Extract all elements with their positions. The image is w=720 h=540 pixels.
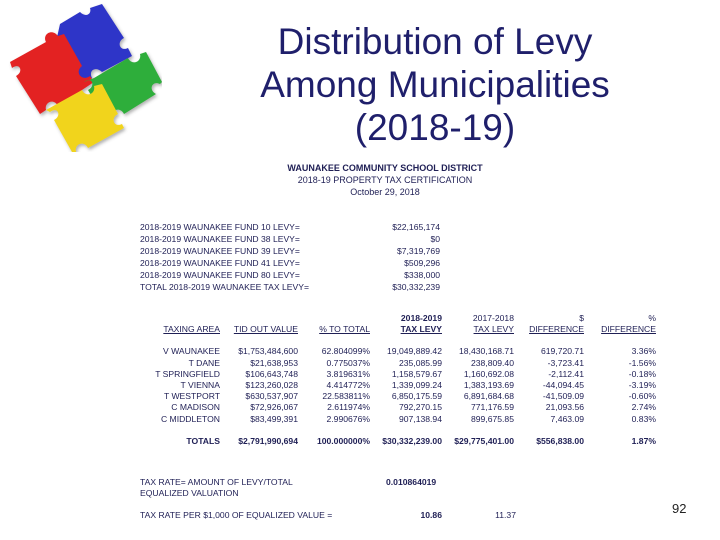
table-header-row bbox=[140, 324, 656, 335]
table-cell: 3.819631% bbox=[326, 368, 370, 379]
table-cell: 4.414772% bbox=[326, 380, 370, 391]
table-cell: 6,891,684.68 bbox=[463, 391, 514, 402]
column-top-header bbox=[220, 313, 298, 324]
table-cell: $29,775,401.00 bbox=[454, 435, 514, 446]
table-cell: 238,809.40 bbox=[470, 357, 514, 368]
table-totals-row bbox=[140, 436, 656, 447]
table-row bbox=[140, 369, 656, 380]
table-cell: 2.74% bbox=[631, 402, 656, 413]
per-thousand-2017-value: 11.37 bbox=[495, 510, 516, 520]
table-cell: 21,093.56 bbox=[545, 402, 584, 413]
column-header: DIFFERENCE bbox=[529, 324, 584, 335]
table-cell: $106,643,748 bbox=[245, 368, 298, 379]
table-cell: $72,926,067 bbox=[250, 402, 298, 413]
levy-label: 2018-2019 WAUNAKEE FUND 80 LEVY= bbox=[140, 270, 300, 280]
table-cell: -41,509.09 bbox=[542, 391, 584, 402]
table-top-header-row bbox=[140, 313, 656, 324]
levy-label: 2018-2019 WAUNAKEE FUND 10 LEVY= bbox=[140, 222, 300, 232]
levy-value: $0 bbox=[430, 234, 440, 244]
levy-value: $22,165,174 bbox=[392, 222, 440, 232]
table-spacer bbox=[140, 335, 656, 346]
column-top-header bbox=[298, 313, 370, 324]
document-header bbox=[280, 162, 490, 198]
table-cell: V WAUNAKEE bbox=[163, 346, 220, 357]
table-cell: 2.990676% bbox=[326, 413, 370, 424]
table-cell: 1,158,579.67 bbox=[391, 368, 442, 379]
table-cell: $556,838.00 bbox=[536, 435, 584, 446]
table-cell: $83,499,391 bbox=[250, 413, 298, 424]
table-spacer bbox=[140, 425, 656, 436]
table-cell: TOTALS bbox=[186, 435, 220, 446]
table-cell: -0.18% bbox=[628, 368, 656, 379]
table-cell: $21,638,953 bbox=[250, 357, 298, 368]
column-header: DIFFERENCE bbox=[601, 324, 656, 335]
district-name: WAUNAKEE COMMUNITY SCHOOL DISTRICT bbox=[287, 163, 483, 173]
table-cell: 235,085.99 bbox=[398, 357, 442, 368]
column-header: TAX LEVY bbox=[473, 324, 514, 335]
table-cell: T SPRINGFIELD bbox=[155, 368, 220, 379]
table-row bbox=[140, 391, 656, 402]
table-cell: -1.56% bbox=[628, 357, 656, 368]
certification-title: 2018-19 PROPERTY TAX CERTIFICATION bbox=[297, 175, 473, 185]
column-header: TAX LEVY bbox=[400, 324, 442, 335]
slide-title-line-1: Distribution of Levy bbox=[277, 21, 593, 62]
slide-title-line-2: Among Municipalities bbox=[260, 64, 610, 105]
table-cell: C MADISON bbox=[171, 402, 220, 413]
table-cell: $123,260,028 bbox=[245, 380, 298, 391]
levy-label: 2018-2019 WAUNAKEE FUND 39 LEVY= bbox=[140, 246, 300, 256]
table-cell: $2,791,990,694 bbox=[238, 435, 298, 446]
table-cell: T WESTPORT bbox=[163, 391, 220, 402]
table-cell: 18,430,168.71 bbox=[459, 346, 514, 357]
levy-value: $7,319,769 bbox=[396, 246, 440, 256]
table-cell: 3.36% bbox=[631, 346, 656, 357]
table-cell: 22.583811% bbox=[322, 391, 370, 402]
column-top-header: 2017-2018 bbox=[472, 313, 514, 323]
levy-value: $509,296 bbox=[404, 258, 440, 268]
table-cell: 792,270.15 bbox=[398, 402, 442, 413]
table-cell: $630,537,907 bbox=[245, 391, 298, 402]
levy-value: $338,000 bbox=[404, 270, 440, 280]
tax-rate-label bbox=[140, 477, 293, 499]
table-cell: 1,339,099.24 bbox=[391, 380, 442, 391]
slide-title-line-3: (2018-19) bbox=[354, 107, 516, 148]
table-cell: 1,383,193.69 bbox=[463, 380, 514, 391]
per-thousand-2018-value: 10.86 bbox=[420, 510, 442, 520]
table-cell: 100.000000% bbox=[316, 435, 370, 446]
slide-title bbox=[200, 20, 670, 149]
table-cell: 1,160,692.08 bbox=[463, 368, 514, 379]
table-cell: 0.775037% bbox=[326, 357, 370, 368]
levy-total-label: TOTAL 2018-2019 WAUNAKEE TAX LEVY= bbox=[140, 282, 310, 292]
table-cell: 899,675.85 bbox=[470, 413, 514, 424]
table-cell: 1.87% bbox=[631, 435, 656, 446]
table-cell: T DANE bbox=[188, 357, 220, 368]
table-cell: 19,049,889.42 bbox=[387, 346, 442, 357]
table-row bbox=[140, 402, 656, 413]
tax-rate-value: 0.010864019 bbox=[386, 477, 437, 487]
table-cell: 7,463.09 bbox=[550, 413, 584, 424]
column-header: TID OUT VALUE bbox=[233, 324, 298, 335]
table-row bbox=[140, 414, 656, 425]
table-cell: -3.19% bbox=[628, 380, 656, 391]
table-cell: 907,138.94 bbox=[398, 413, 442, 424]
levy-distribution-table bbox=[140, 313, 656, 447]
table-cell: -0.60% bbox=[628, 391, 656, 402]
table-cell: T VIENNA bbox=[180, 380, 220, 391]
table-row bbox=[140, 380, 656, 391]
table-cell: $30,332,239.00 bbox=[382, 435, 442, 446]
tax-rate-label-line-2: EQUALIZED VALUATION bbox=[140, 488, 239, 498]
tax-rate-label-line-1: TAX RATE= AMOUNT OF LEVY/TOTAL bbox=[140, 477, 293, 487]
column-top-header: % bbox=[648, 313, 656, 323]
puzzle-logo-icon bbox=[2, 2, 162, 152]
table-row bbox=[140, 358, 656, 369]
page-number: 92 bbox=[672, 501, 687, 516]
per-thousand-label: TAX RATE PER $1,000 OF EQUALIZED VALUE = bbox=[140, 510, 333, 520]
table-row bbox=[140, 346, 656, 357]
column-top-header: 2018-2019 bbox=[400, 313, 442, 323]
table-cell: -44,094.45 bbox=[542, 380, 584, 391]
column-header: TAXING AREA bbox=[163, 324, 220, 335]
table-cell: 0.83% bbox=[631, 413, 656, 424]
table-cell: $1,753,484,600 bbox=[238, 346, 298, 357]
table-cell: 6,850,175.59 bbox=[391, 391, 442, 402]
table-cell: 771,176.59 bbox=[470, 402, 514, 413]
table-cell: 62.804099% bbox=[321, 346, 370, 357]
levy-label: 2018-2019 WAUNAKEE FUND 38 LEVY= bbox=[140, 234, 300, 244]
column-header: % TO TOTAL bbox=[319, 324, 370, 335]
levy-label: 2018-2019 WAUNAKEE FUND 41 LEVY= bbox=[140, 258, 300, 268]
table-cell: 619,720.71 bbox=[540, 346, 584, 357]
certification-date: October 29, 2018 bbox=[350, 187, 420, 197]
levy-total-value: $30,332,239 bbox=[392, 282, 440, 292]
table-cell: C MIDDLETON bbox=[160, 413, 220, 424]
table-cell: 2.611974% bbox=[327, 402, 370, 413]
column-top-header bbox=[140, 313, 220, 324]
table-cell: -2,112.41 bbox=[548, 368, 584, 379]
table-cell: -3,723.41 bbox=[547, 357, 584, 368]
column-top-header: $ bbox=[579, 313, 584, 323]
